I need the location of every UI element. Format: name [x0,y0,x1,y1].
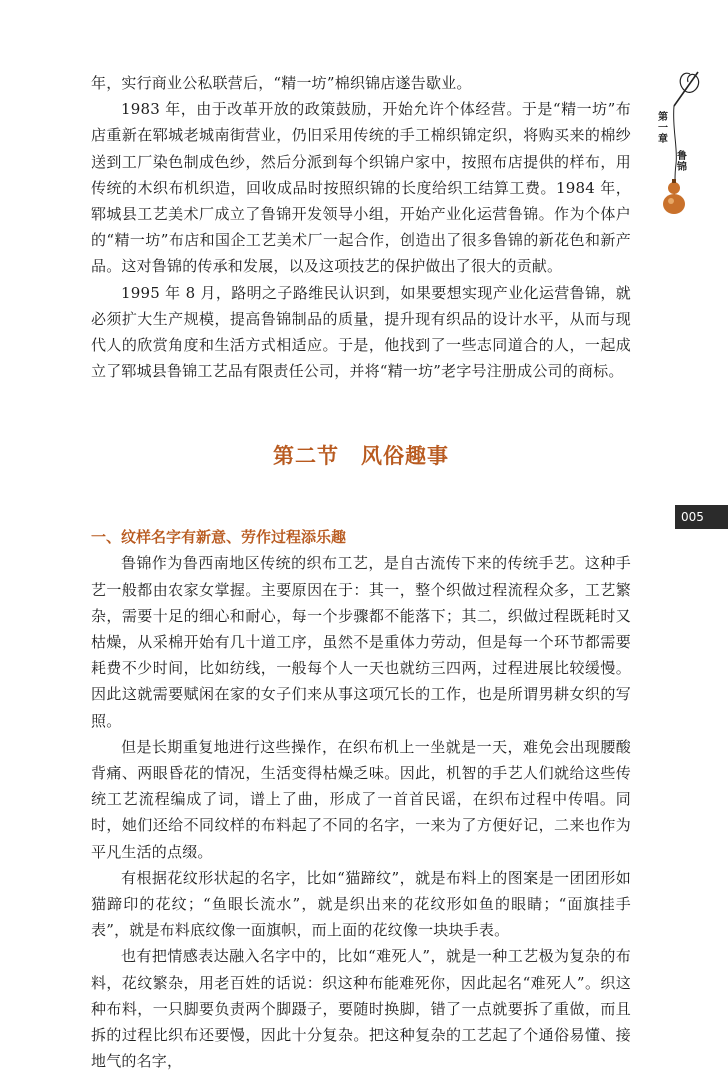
paragraph: 1995 年 8 月，路明之子路维民认识到，如果要想实现产业化运营鲁锦，就必须扩大生产规模，提高鲁锦制品的质量，提升现有织品的设计水平，从而与现代人的欣赏角度和生活方式相适应。于是，他找到了一些志同道合的人，一起成立了郓城县鲁锦工艺品有限责任公司，并将“精一坊”老字号注册成公司的商标。 [91,283,631,381]
paragraph: 但是长期重复地进行这些操作，在织布机上一坐就是一天，难免会出现腰酸背痛、两眼昏花的情况，生活变得枯燥乏味。因此，机智的手艺人们就给这些传统工艺流程编成了词，谱上了曲，形成了一首首民谣，在织布过程中传唱。同时，她们还给不同纹样的布料起了不同的名字，一来为了方便好记，二来也作为平凡生活的点缀。 [91,737,631,861]
paragraph: 有根据花纹形状起的名字，比如“猫蹄纹”，就是布料上的图案是一团团形如猫蹄印的花纹；“鱼眼长流水”，就是织出来的花纹形如鱼的眼睛；“面旗挂手表”，就是布料底纹像一面旗帜，而上面的花纹像一块块手表。 [91,868,631,940]
page-body [91,70,631,1075]
chapter-label: 第一章 [658,112,668,145]
paragraph: 鲁锦作为鲁西南地区传统的织布工艺，是自古流传下来的传统手艺。这种手艺一般都由农家女掌握。主要原因在于：其一，整个织做过程流程众多，工艺繁杂，需要十足的细心和耐心，每一个步骤都不能落下；其二，织做过程既耗时又枯燥，从采棉开始有几十道工序，虽然不是重体力劳动，但是每一个环节都需要耗费不少时间，比如纺线，一般每个人一天也就纺三四两，过程进展比较缓慢。因此这就需要赋闲在家的女子们来从事这项冗长的工作，也是所谓男耕女织的写照。 [91,554,631,730]
section-title: 第二节 风俗趣事 [273,444,449,469]
paragraph: 也有把情感表达融入名字中的，比如“难死人”，就是一种工艺极为复杂的布料，花纹繁杂，用老百姓的话说：织这种布能难死你，因此起名“难死人”。织这种布料，一只脚要负责两个脚蹑子，要随时换脚，错了一点就要拆了重做，而且拆的过程比织布还要慢，因此十分复杂。把这种复杂的工艺起了个通俗易懂、接地气的名字， [91,947,631,1071]
chapter-marker [652,68,712,228]
needle-thread-gourd-icon [652,68,712,228]
paragraph: 年，实行商业公私联营后，“精一坊”棉织锦店遂告歇业。 [91,74,472,92]
paragraph: 1983 年，由于改革开放的政策鼓励，开始允许个体经营。于是“精一坊”布店重新在郓城老城南街营业，仍旧采用传统的手工棉织锦定织，将购买来的棉纱送到工厂染色制成色纱，然后分派到每个织锦户家中，按照布店提供的样布，用传统的木织布机织造，回收成品时按照织锦的长度给织工结算工费。1984 年，郓城县工艺美术厂成立了鲁锦开发领导小组，开始产业化运营鲁锦。作为个体户的“精一坊”布店和国企工艺美术厂一起合作，创造出了很多鲁锦的新花色和新产品。这对鲁锦的传承和发展，以及这项技艺的保护做出了很大的贡献。 [91,100,631,276]
page-number: 005 [675,505,728,529]
sub-heading: 一、纹样名字有新意、劳作过程添乐趣 [91,528,347,547]
chapter-title: 鲁锦 [677,151,687,173]
